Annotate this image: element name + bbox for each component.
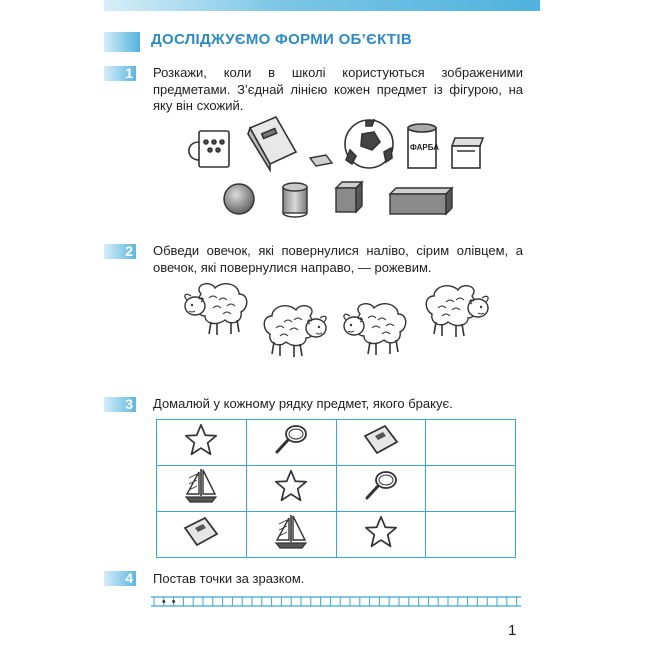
grid-row [157, 420, 516, 466]
task-3-text: Домалюй у кожному рядку предмет, якого бракує. [153, 396, 453, 411]
sailboat-icon [271, 512, 311, 552]
task-1-text: Розкажи, коли в школі користуються зображеними предметами. З’єднай лінією кожен предмет із фігурою, на яку він схожий. [153, 65, 523, 113]
task-4-text: Постав точки за зразком. [153, 571, 305, 586]
grid-cell [246, 512, 336, 558]
magnifier-icon [361, 466, 401, 506]
notebook-icon [361, 420, 401, 460]
grid-cell [336, 420, 426, 466]
grid-cell [336, 466, 426, 512]
grid-cell [157, 512, 247, 558]
pattern-grid [156, 419, 516, 558]
notebook-icon [181, 512, 221, 552]
star-icon [182, 421, 220, 459]
star-icon [272, 467, 310, 505]
grid-cell [246, 466, 336, 512]
grid-cell-empty[interactable] [426, 420, 516, 466]
grid-row [157, 512, 516, 558]
grid-cell [246, 420, 336, 466]
grid-row [157, 466, 516, 512]
task-number: 4 [125, 570, 133, 586]
grid-cell [157, 466, 247, 512]
sheep-icon [264, 306, 326, 357]
task-number-badge [104, 397, 136, 412]
star-icon [362, 513, 400, 551]
grid-cell-empty[interactable] [426, 466, 516, 512]
sheep-icon [426, 286, 488, 337]
magnifier-icon [271, 420, 311, 460]
sheep-icon [185, 284, 247, 335]
sample-dot [162, 600, 165, 603]
paint-jar-label: ФАРБА [410, 143, 439, 152]
sailboat-icon [181, 466, 221, 506]
task-2-text: Обведи овечок, які повернулися наліво, сірим олівцем, а овечок, які повернулися направо, — рожевим. [153, 243, 523, 275]
page-number: 1 [508, 622, 517, 639]
sheep-icon [344, 304, 406, 355]
task-number: 2 [125, 243, 133, 259]
task-number: 1 [125, 65, 133, 81]
sample-dot [172, 600, 175, 603]
grid-cell [157, 420, 247, 466]
task-number: 3 [125, 396, 133, 412]
page-title: ДОСЛІДЖУЄМО ФОРМИ ОБ’ЄКТІВ [151, 31, 412, 48]
dot-practice-line[interactable] [151, 594, 521, 608]
task-number-badge [104, 571, 136, 586]
grid-cell-empty[interactable] [426, 512, 516, 558]
grid-cell [336, 512, 426, 558]
